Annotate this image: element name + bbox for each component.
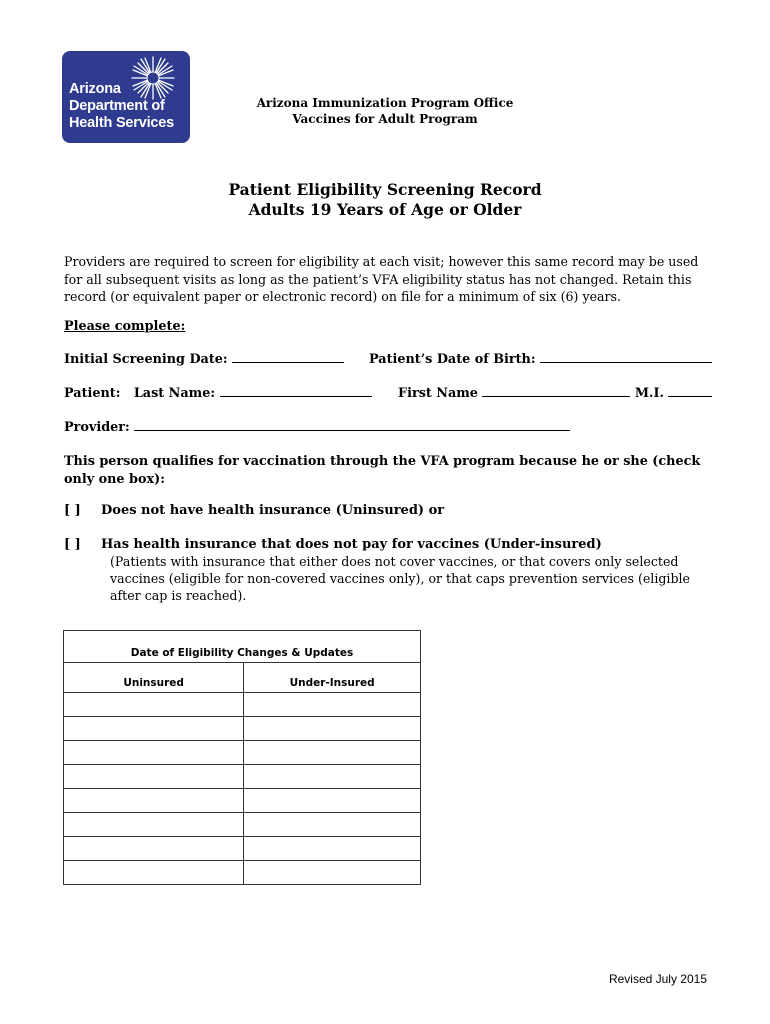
underinsured-date-cell[interactable] (244, 765, 421, 789)
uninsured-date-cell[interactable] (64, 693, 244, 717)
uninsured-date-cell[interactable] (64, 861, 244, 885)
intro-paragraph: Providers are required to screen for eligibility at each visit; however this same record may be used for all subsequent visits as long as the patient’s VFA eligibility status has not changed. Retain this record (or equivalent paper or electronic record) on file for a minimum of six (6) years. (64, 254, 699, 304)
underinsured-date-cell[interactable] (244, 861, 421, 885)
option-underinsured-checkbox[interactable]: [ ] (64, 537, 81, 552)
underinsured-date-cell[interactable] (244, 789, 421, 813)
logo-line-3: Health Services (69, 115, 175, 131)
table-row (64, 789, 421, 813)
please-complete-heading: Please complete: (64, 319, 186, 334)
table-row (64, 741, 421, 765)
logo-line-1: Arizona (69, 81, 121, 97)
mi-line[interactable] (668, 385, 712, 397)
title-line-2: Adults 19 Years of Age or Older (248, 200, 522, 219)
uninsured-date-cell[interactable] (64, 717, 244, 741)
underinsured-date-cell[interactable] (244, 813, 421, 837)
underinsured-note: (Patients with insurance that either does not cover vaccines, or that covers only selected vaccines (eligible for non-covered vaccines only), or that caps prevention services (eligible after cap is reached). (110, 554, 690, 603)
provider-label: Provider: (64, 420, 130, 435)
table-title: Date of Eligibility Changes & Updates (64, 631, 421, 663)
column-header-underinsured: Under-Insured (244, 663, 421, 693)
program-name: Vaccines for Adult Program (292, 112, 478, 126)
uninsured-date-cell[interactable] (64, 837, 244, 861)
title-line-1: Patient Eligibility Screening Record (228, 180, 542, 199)
qualification-statement: This person qualifies for vaccination through the VFA program because he or she (check only one box): (64, 454, 701, 487)
date-of-birth-field[interactable] (369, 351, 712, 368)
provider-field[interactable] (64, 419, 570, 436)
table-row (64, 861, 421, 885)
table-row (64, 837, 421, 861)
patient-label: Patient: (64, 386, 121, 401)
column-header-uninsured: Uninsured (64, 663, 244, 693)
patient-last-name-field[interactable] (64, 385, 372, 402)
option-underinsured-label: Has health insurance that does not pay for vaccines (Under-insured) (101, 537, 602, 552)
eligibility-changes-table (63, 630, 421, 885)
adhs-logo (62, 51, 190, 143)
option-uninsured-checkbox[interactable]: [ ] (64, 503, 81, 518)
uninsured-date-cell[interactable] (64, 813, 244, 837)
last-name-line[interactable] (220, 385, 372, 397)
table-row (64, 693, 421, 717)
provider-line[interactable] (134, 419, 570, 431)
underinsured-date-cell[interactable] (244, 717, 421, 741)
underinsured-date-cell[interactable] (244, 693, 421, 717)
date-of-birth-line[interactable] (540, 351, 712, 363)
initial-screening-date-label: Initial Screening Date: (64, 352, 228, 367)
underinsured-date-cell[interactable] (244, 837, 421, 861)
table-row (64, 813, 421, 837)
initial-screening-date-field[interactable] (64, 351, 344, 368)
uninsured-date-cell[interactable] (64, 765, 244, 789)
logo-line-2: Department of (69, 98, 165, 114)
logo-text (69, 81, 174, 132)
first-name-line[interactable] (482, 385, 630, 397)
uninsured-date-cell[interactable] (64, 789, 244, 813)
table-body (64, 693, 421, 885)
underinsured-date-cell[interactable] (244, 741, 421, 765)
office-name: Arizona Immunization Program Office (256, 96, 514, 110)
date-of-birth-label: Patient’s Date of Birth: (369, 352, 536, 367)
revised-date: Revised July 2015 (608, 972, 707, 986)
uninsured-date-cell[interactable] (64, 741, 244, 765)
last-name-label: Last Name: (133, 386, 216, 401)
office-header (220, 95, 550, 127)
first-name-label: First Name (398, 386, 478, 401)
table-row (64, 717, 421, 741)
patient-first-name-field[interactable] (398, 385, 712, 402)
initial-screening-date-line[interactable] (232, 351, 344, 363)
table-row (64, 765, 421, 789)
form-title (160, 180, 610, 220)
mi-label: M.I. (634, 386, 664, 401)
option-uninsured-label: Does not have health insurance (Uninsured) or (101, 503, 445, 518)
